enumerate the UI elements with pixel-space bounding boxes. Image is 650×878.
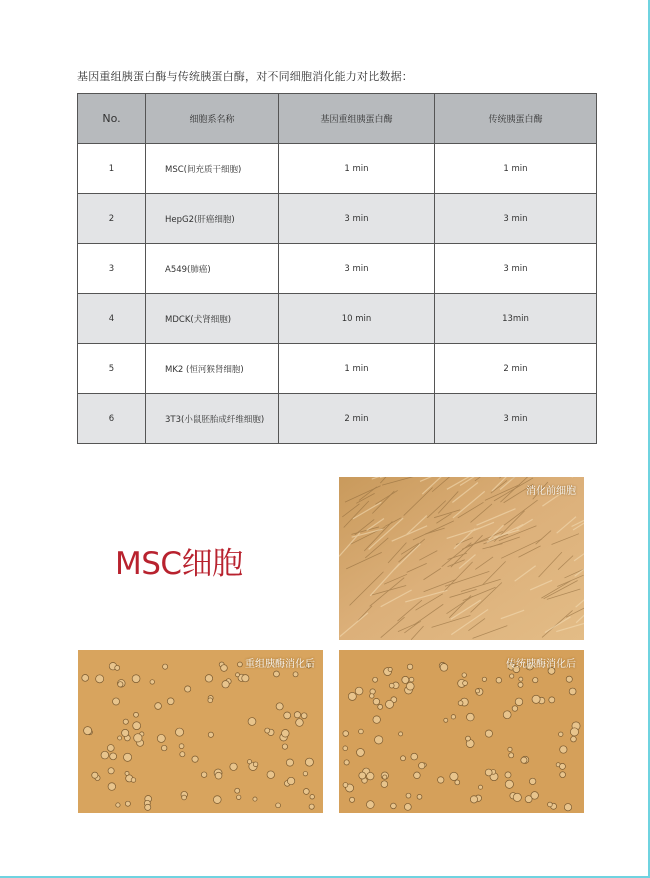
row-cell-line: MK2 (恒河猴肾细胞) — [146, 344, 279, 394]
row-recombinant: 3 min — [279, 194, 435, 244]
caption-traditional: 传统胰酶消化后 — [506, 659, 576, 670]
row-recombinant: 10 min — [279, 294, 435, 344]
row-no: 1 — [78, 144, 146, 194]
row-recombinant: 2 min — [279, 394, 435, 444]
row-cell-line: 3T3(小鼠胚胎成纤维细胞) — [146, 394, 279, 444]
row-no: 6 — [78, 394, 146, 444]
row-cell-line: A549(肺癌) — [146, 244, 279, 294]
row-traditional: 3 min — [435, 244, 597, 294]
row-cell-line: MSC(间充质干细胞) — [146, 144, 279, 194]
row-no: 2 — [78, 194, 146, 244]
row-traditional: 1 min — [435, 144, 597, 194]
row-recombinant: 1 min — [279, 144, 435, 194]
recombinant-cells-image — [78, 650, 323, 813]
micrograph-before-digestion — [339, 477, 584, 640]
row-no: 4 — [78, 294, 146, 344]
micrograph-recombinant — [78, 650, 323, 813]
row-no: 3 — [78, 244, 146, 294]
before-cells-image — [339, 477, 584, 640]
row-cell-line: MDCK(犬肾细胞) — [146, 294, 279, 344]
table-row — [78, 344, 597, 394]
table-row — [78, 394, 597, 444]
header-no: No. — [78, 94, 146, 144]
header-traditional: 传统胰蛋白酶 — [435, 94, 597, 144]
caption-recombinant: 重组胰酶消化后 — [245, 659, 315, 670]
intro-text: 基因重组胰蛋白酶与传统胰蛋白酶，对不同细胞消化能力对比数据： — [77, 70, 413, 83]
table-row — [78, 194, 597, 244]
caption-before: 消化前细胞 — [526, 486, 576, 497]
row-recombinant: 1 min — [279, 344, 435, 394]
header-recombinant: 基因重组胰蛋白酶 — [279, 94, 435, 144]
traditional-cells-image — [339, 650, 584, 813]
row-cell-line: HepG2(肝癌细胞) — [146, 194, 279, 244]
micrograph-traditional — [339, 650, 584, 813]
row-traditional: 2 min — [435, 344, 597, 394]
row-traditional: 3 min — [435, 194, 597, 244]
row-traditional: 13min — [435, 294, 597, 344]
comparison-table — [77, 93, 597, 444]
table-row — [78, 244, 597, 294]
row-no: 5 — [78, 344, 146, 394]
table-row — [78, 294, 597, 344]
table-row — [78, 144, 597, 194]
table-header-row — [78, 94, 597, 144]
row-traditional: 3 min — [435, 394, 597, 444]
row-recombinant: 3 min — [279, 244, 435, 294]
section-title: MSC细胞 — [115, 546, 243, 582]
header-cell-line: 细胞系名称 — [146, 94, 279, 144]
